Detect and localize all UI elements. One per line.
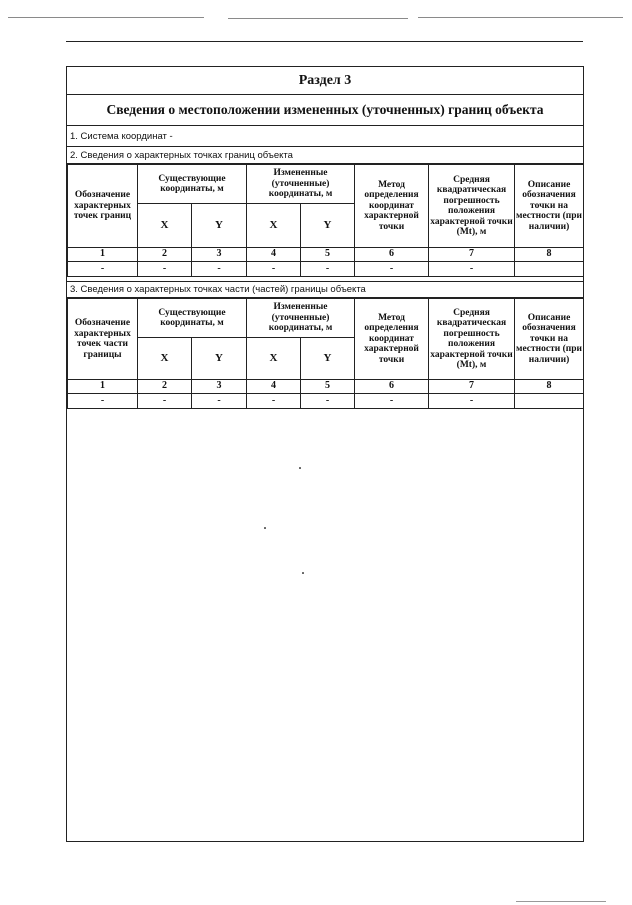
header-y: Y bbox=[301, 338, 355, 380]
table-cell: - bbox=[138, 394, 192, 409]
coordinate-system-label: 1. Система координат - bbox=[67, 126, 583, 147]
scan-artifact-line bbox=[228, 18, 408, 19]
section-title: Раздел 3 bbox=[67, 67, 583, 95]
scan-speck bbox=[302, 572, 304, 574]
column-number: 7 bbox=[429, 248, 515, 262]
header-method: Метод определения координат характерной точки bbox=[355, 299, 429, 380]
table2-caption: 3. Сведения о характерных точках части (частей) границы объекта bbox=[67, 281, 583, 298]
column-number: 8 bbox=[515, 380, 584, 394]
header-existing-coordinates: Существующие координаты, м bbox=[138, 299, 247, 338]
table-cell: - bbox=[429, 262, 515, 277]
header-x: X bbox=[247, 204, 301, 248]
table-cell: - bbox=[247, 394, 301, 409]
table-cell: - bbox=[68, 394, 138, 409]
document-frame bbox=[66, 66, 584, 842]
table-cell: - bbox=[355, 394, 429, 409]
section-subtitle: Сведения о местоположении измененных (уточненных) границ объекта bbox=[67, 95, 583, 126]
header-point-description: Описание обозначения точки на местности (при наличии) bbox=[515, 165, 584, 248]
table-cell: - bbox=[138, 262, 192, 277]
column-number: 6 bbox=[355, 248, 429, 262]
header-x: X bbox=[138, 204, 192, 248]
header-method: Метод определения координат характерной точки bbox=[355, 165, 429, 248]
scan-artifact-line bbox=[418, 17, 623, 18]
table-cell: - bbox=[301, 394, 355, 409]
column-number: 7 bbox=[429, 380, 515, 394]
scan-speck bbox=[264, 527, 266, 529]
scan-speck bbox=[299, 467, 301, 469]
header-y: Y bbox=[192, 204, 247, 248]
column-number: 2 bbox=[138, 248, 192, 262]
table-cell: - bbox=[247, 262, 301, 277]
table-cell: - bbox=[68, 262, 138, 277]
header-point-description: Описание обозначения точки на местности (при наличии) bbox=[515, 299, 584, 380]
column-number: 3 bbox=[192, 248, 247, 262]
header-point-designation: Обозначение характерных точек части границы bbox=[68, 299, 138, 380]
scan-artifact-line bbox=[8, 17, 204, 18]
table-row bbox=[68, 262, 584, 277]
header-mean-square-error: Средняя квадратическая погрешность положения характерной точки (Mt), м bbox=[429, 165, 515, 248]
column-number: 3 bbox=[192, 380, 247, 394]
header-rule bbox=[66, 41, 583, 42]
column-number: 1 bbox=[68, 248, 138, 262]
column-number: 2 bbox=[138, 380, 192, 394]
table-cell: - bbox=[429, 394, 515, 409]
header-changed-coordinates: Измененные (уточненные) координаты, м bbox=[247, 165, 355, 204]
part-boundary-points-table bbox=[67, 298, 584, 409]
header-existing-coordinates: Существующие координаты, м bbox=[138, 165, 247, 204]
table-cell: - bbox=[192, 262, 247, 277]
header-x: X bbox=[138, 338, 192, 380]
header-y: Y bbox=[192, 338, 247, 380]
column-number: 4 bbox=[247, 380, 301, 394]
table-cell bbox=[515, 262, 584, 277]
column-number: 6 bbox=[355, 380, 429, 394]
column-number: 1 bbox=[68, 380, 138, 394]
table-cell: - bbox=[192, 394, 247, 409]
header-changed-coordinates: Измененные (уточненные) координаты, м bbox=[247, 299, 355, 338]
table-cell: - bbox=[301, 262, 355, 277]
table-cell bbox=[515, 394, 584, 409]
column-number: 5 bbox=[301, 248, 355, 262]
column-number: 5 bbox=[301, 380, 355, 394]
table-row bbox=[68, 394, 584, 409]
column-number: 8 bbox=[515, 248, 584, 262]
header-y: Y bbox=[301, 204, 355, 248]
table1-caption: 2. Сведения о характерных точках границ объекта bbox=[67, 147, 583, 164]
header-point-designation: Обозначение характерных точек границ bbox=[68, 165, 138, 248]
header-x: X bbox=[247, 338, 301, 380]
scan-artifact-line bbox=[516, 901, 606, 902]
column-number: 4 bbox=[247, 248, 301, 262]
boundary-points-table bbox=[67, 164, 584, 277]
header-mean-square-error: Средняя квадратическая погрешность положения характерной точки (Mt), м bbox=[429, 299, 515, 380]
table-cell: - bbox=[355, 262, 429, 277]
